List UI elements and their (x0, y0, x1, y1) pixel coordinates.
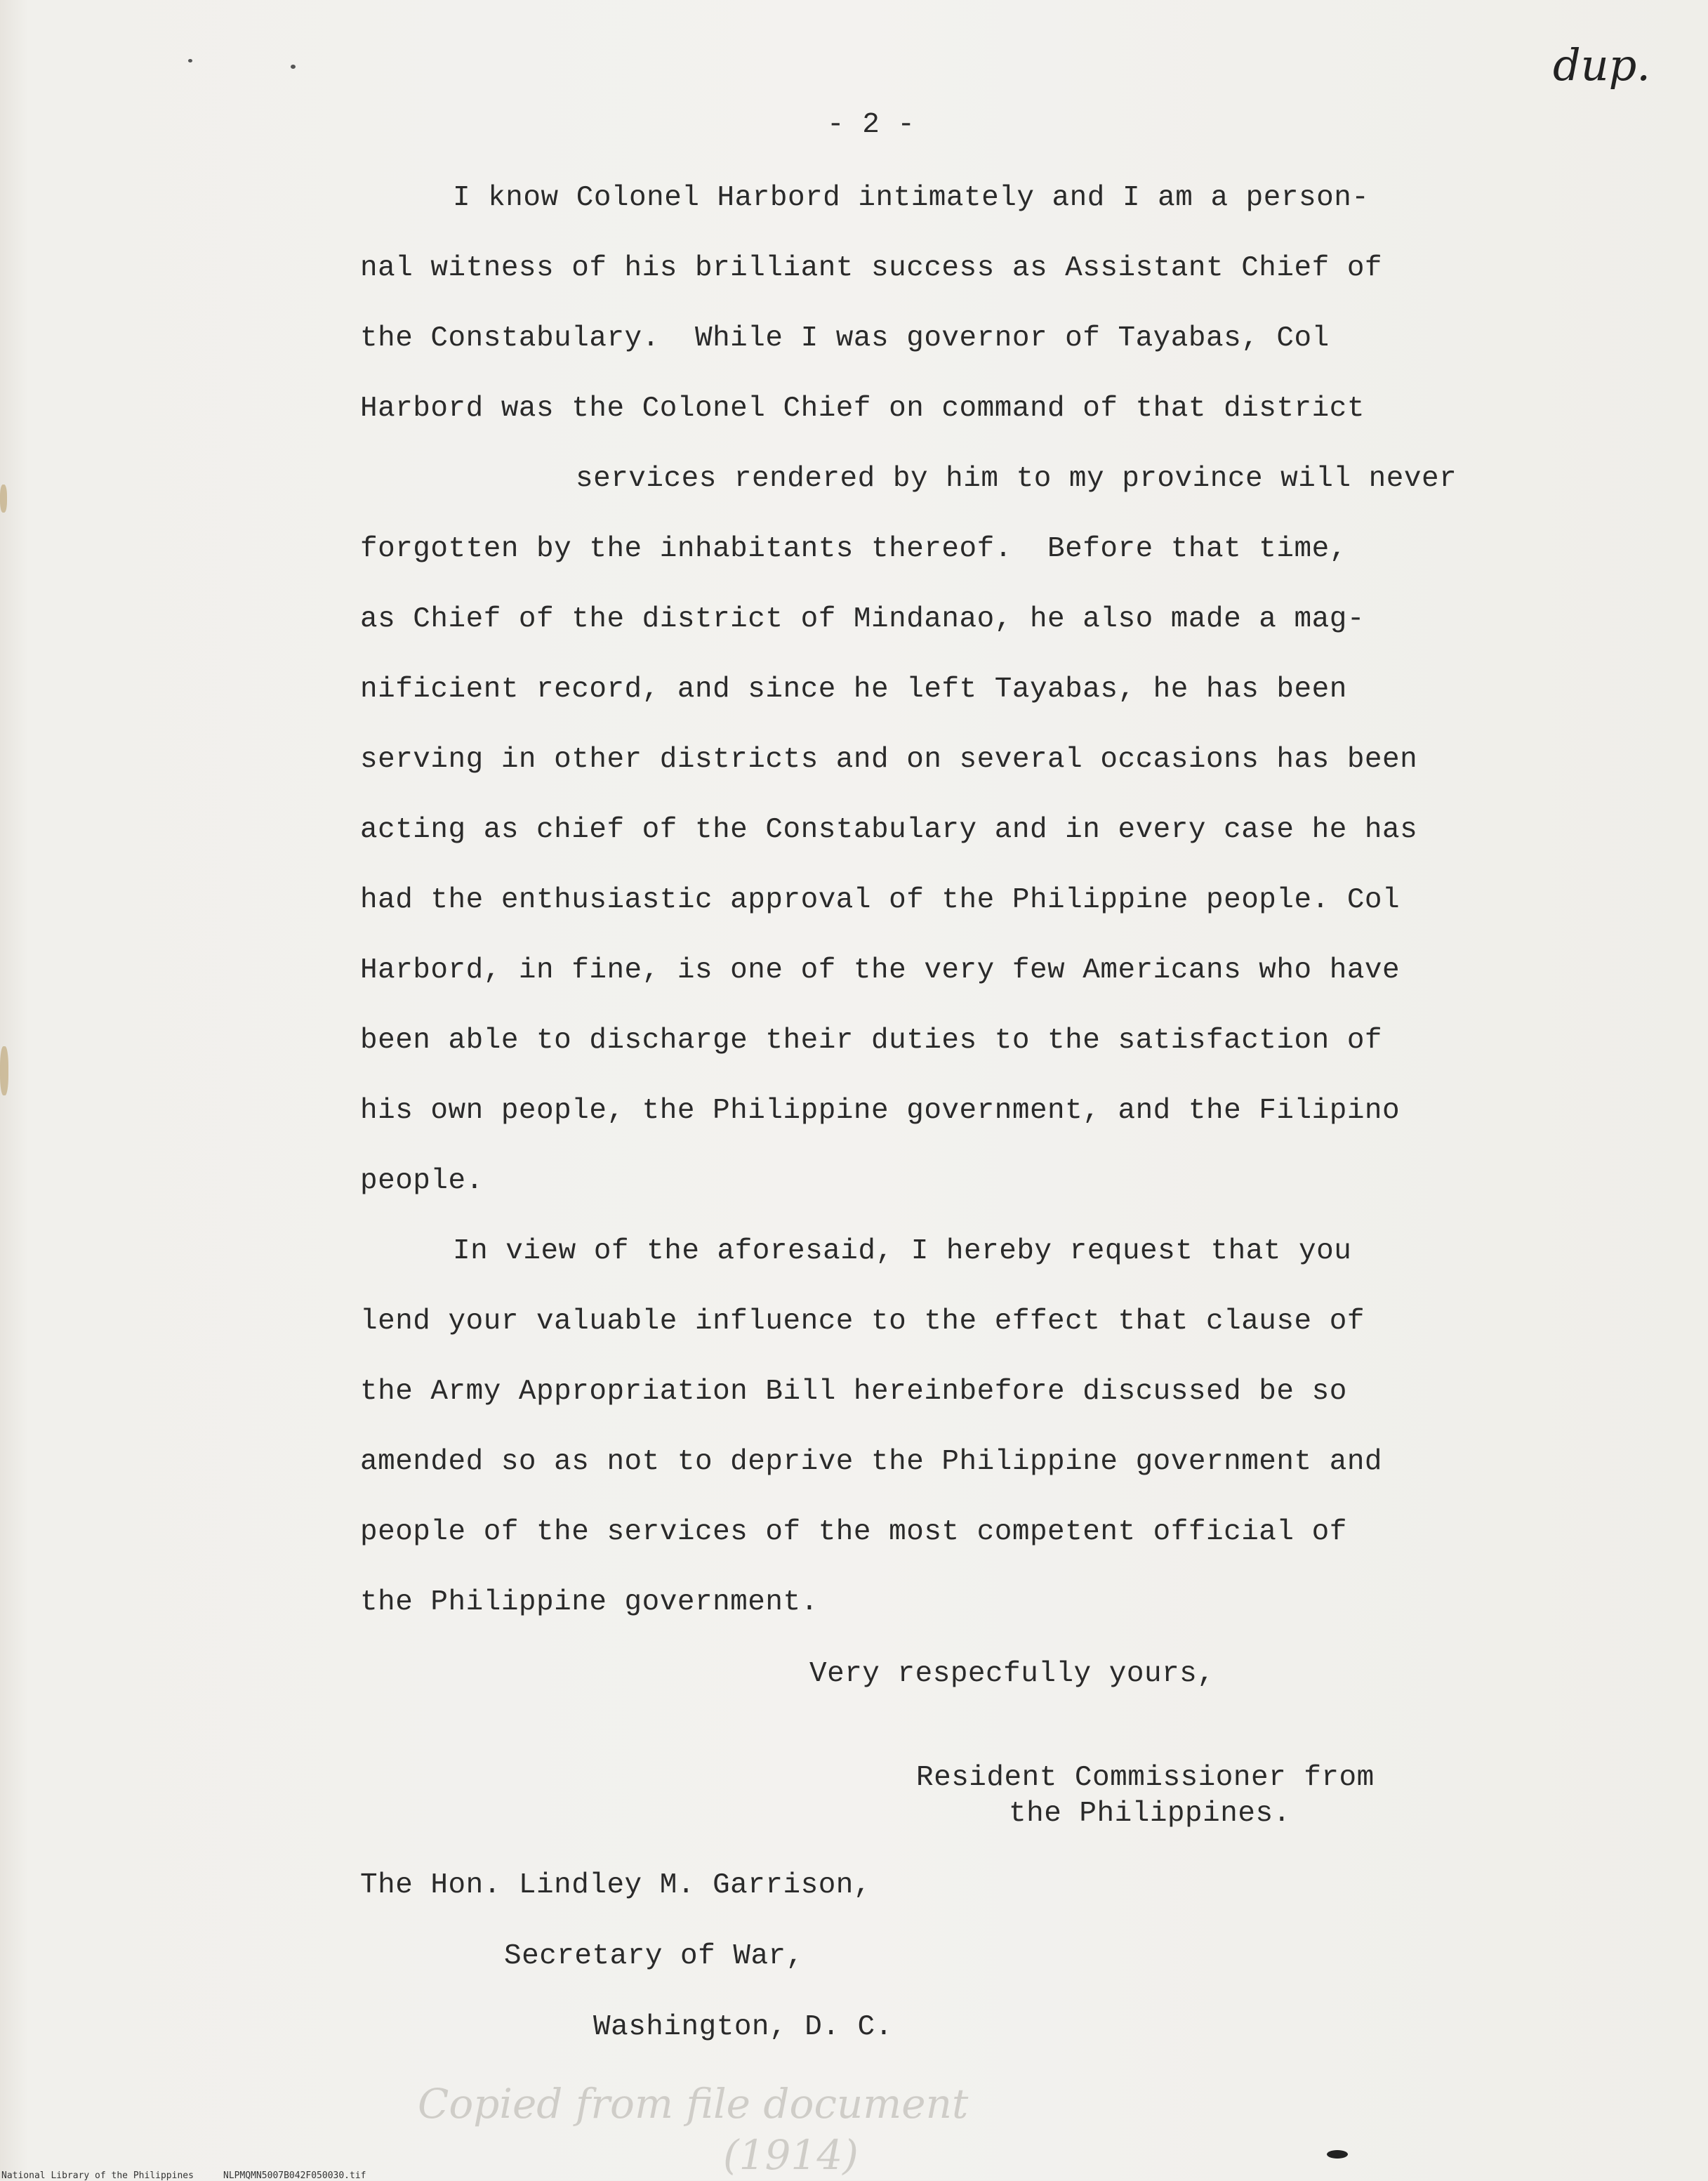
paper-stain (0, 1046, 8, 1095)
signature-title-line-1: Resident Commissioner from (916, 1762, 1375, 1794)
paper-stain (0, 485, 7, 513)
text-line: his own people, the Philippine government, and the Filipino (360, 1095, 1401, 1127)
text-line: acting as chief of the Constabulary and in every case he has (360, 814, 1418, 846)
page-number: - 2 - (827, 109, 915, 141)
text-line: people. (360, 1165, 484, 1197)
text-line: been able to discharge their duties to the satisfaction of (360, 1024, 1383, 1057)
ink-speck (188, 59, 192, 62)
addressee-line-2: Secretary of War, (504, 1940, 804, 1972)
text-line: the Army Appropriation Bill hereinbefore discussed be so (360, 1376, 1347, 1408)
addressee-line-1: The Hon. Lindley M. Garrison, (360, 1869, 872, 1902)
text-line: lend your valuable influence to the effect that clause of (360, 1305, 1365, 1338)
text-line: people of the services of the most competent official of (360, 1516, 1347, 1548)
text-line: the Philippine government. (360, 1586, 819, 1619)
text-line: services rendered by him to my province will never (576, 463, 1457, 495)
text-line: Harbord, in fine, is one of the very few Americans who have (360, 954, 1401, 987)
ink-speck (291, 65, 296, 69)
text-line: In view of the aforesaid, I hereby request that you (453, 1235, 1352, 1267)
closing: Very respecfully yours, (809, 1658, 1215, 1690)
text-line: nal witness of his brilliant success as Assistant Chief of (360, 252, 1383, 284)
text-line: as Chief of the district of Mindanao, he also made a mag- (360, 603, 1365, 635)
text-line: amended so as not to deprive the Philippine government and (360, 1446, 1383, 1478)
text-line: forgotten by the inhabitants thereof. Before that time, (360, 533, 1347, 565)
ink-speck (1327, 2150, 1348, 2159)
text-line: nificient record, and since he left Tayabas, he has been (360, 673, 1347, 706)
signature-title-line-2: the Philippines. (1009, 1798, 1291, 1830)
text-line: had the enthusiastic approval of the Philippine people. Col (360, 884, 1401, 916)
text-line: I know Colonel Harbord intimately and I am a person- (453, 182, 1370, 214)
handwritten-note: dup. (1553, 39, 1651, 91)
footer-library: National Library of the Philippines (1, 2170, 194, 2181)
text-line: serving in other districts and on several occasions has been (360, 744, 1418, 776)
addressee-line-3: Washington, D. C. (593, 2011, 893, 2043)
pencil-note-line-2: (1914) (723, 2131, 859, 2179)
pencil-note-line-1: Copied from file document (418, 2080, 969, 2128)
text-line: Harbord was the Colonel Chief on command of that district (360, 393, 1365, 425)
text-line: the Constabulary. While I was governor of Tayabas, Col (360, 322, 1330, 355)
footer-file-id: NLPMQMN5007B042F050030.tif (223, 2170, 366, 2181)
